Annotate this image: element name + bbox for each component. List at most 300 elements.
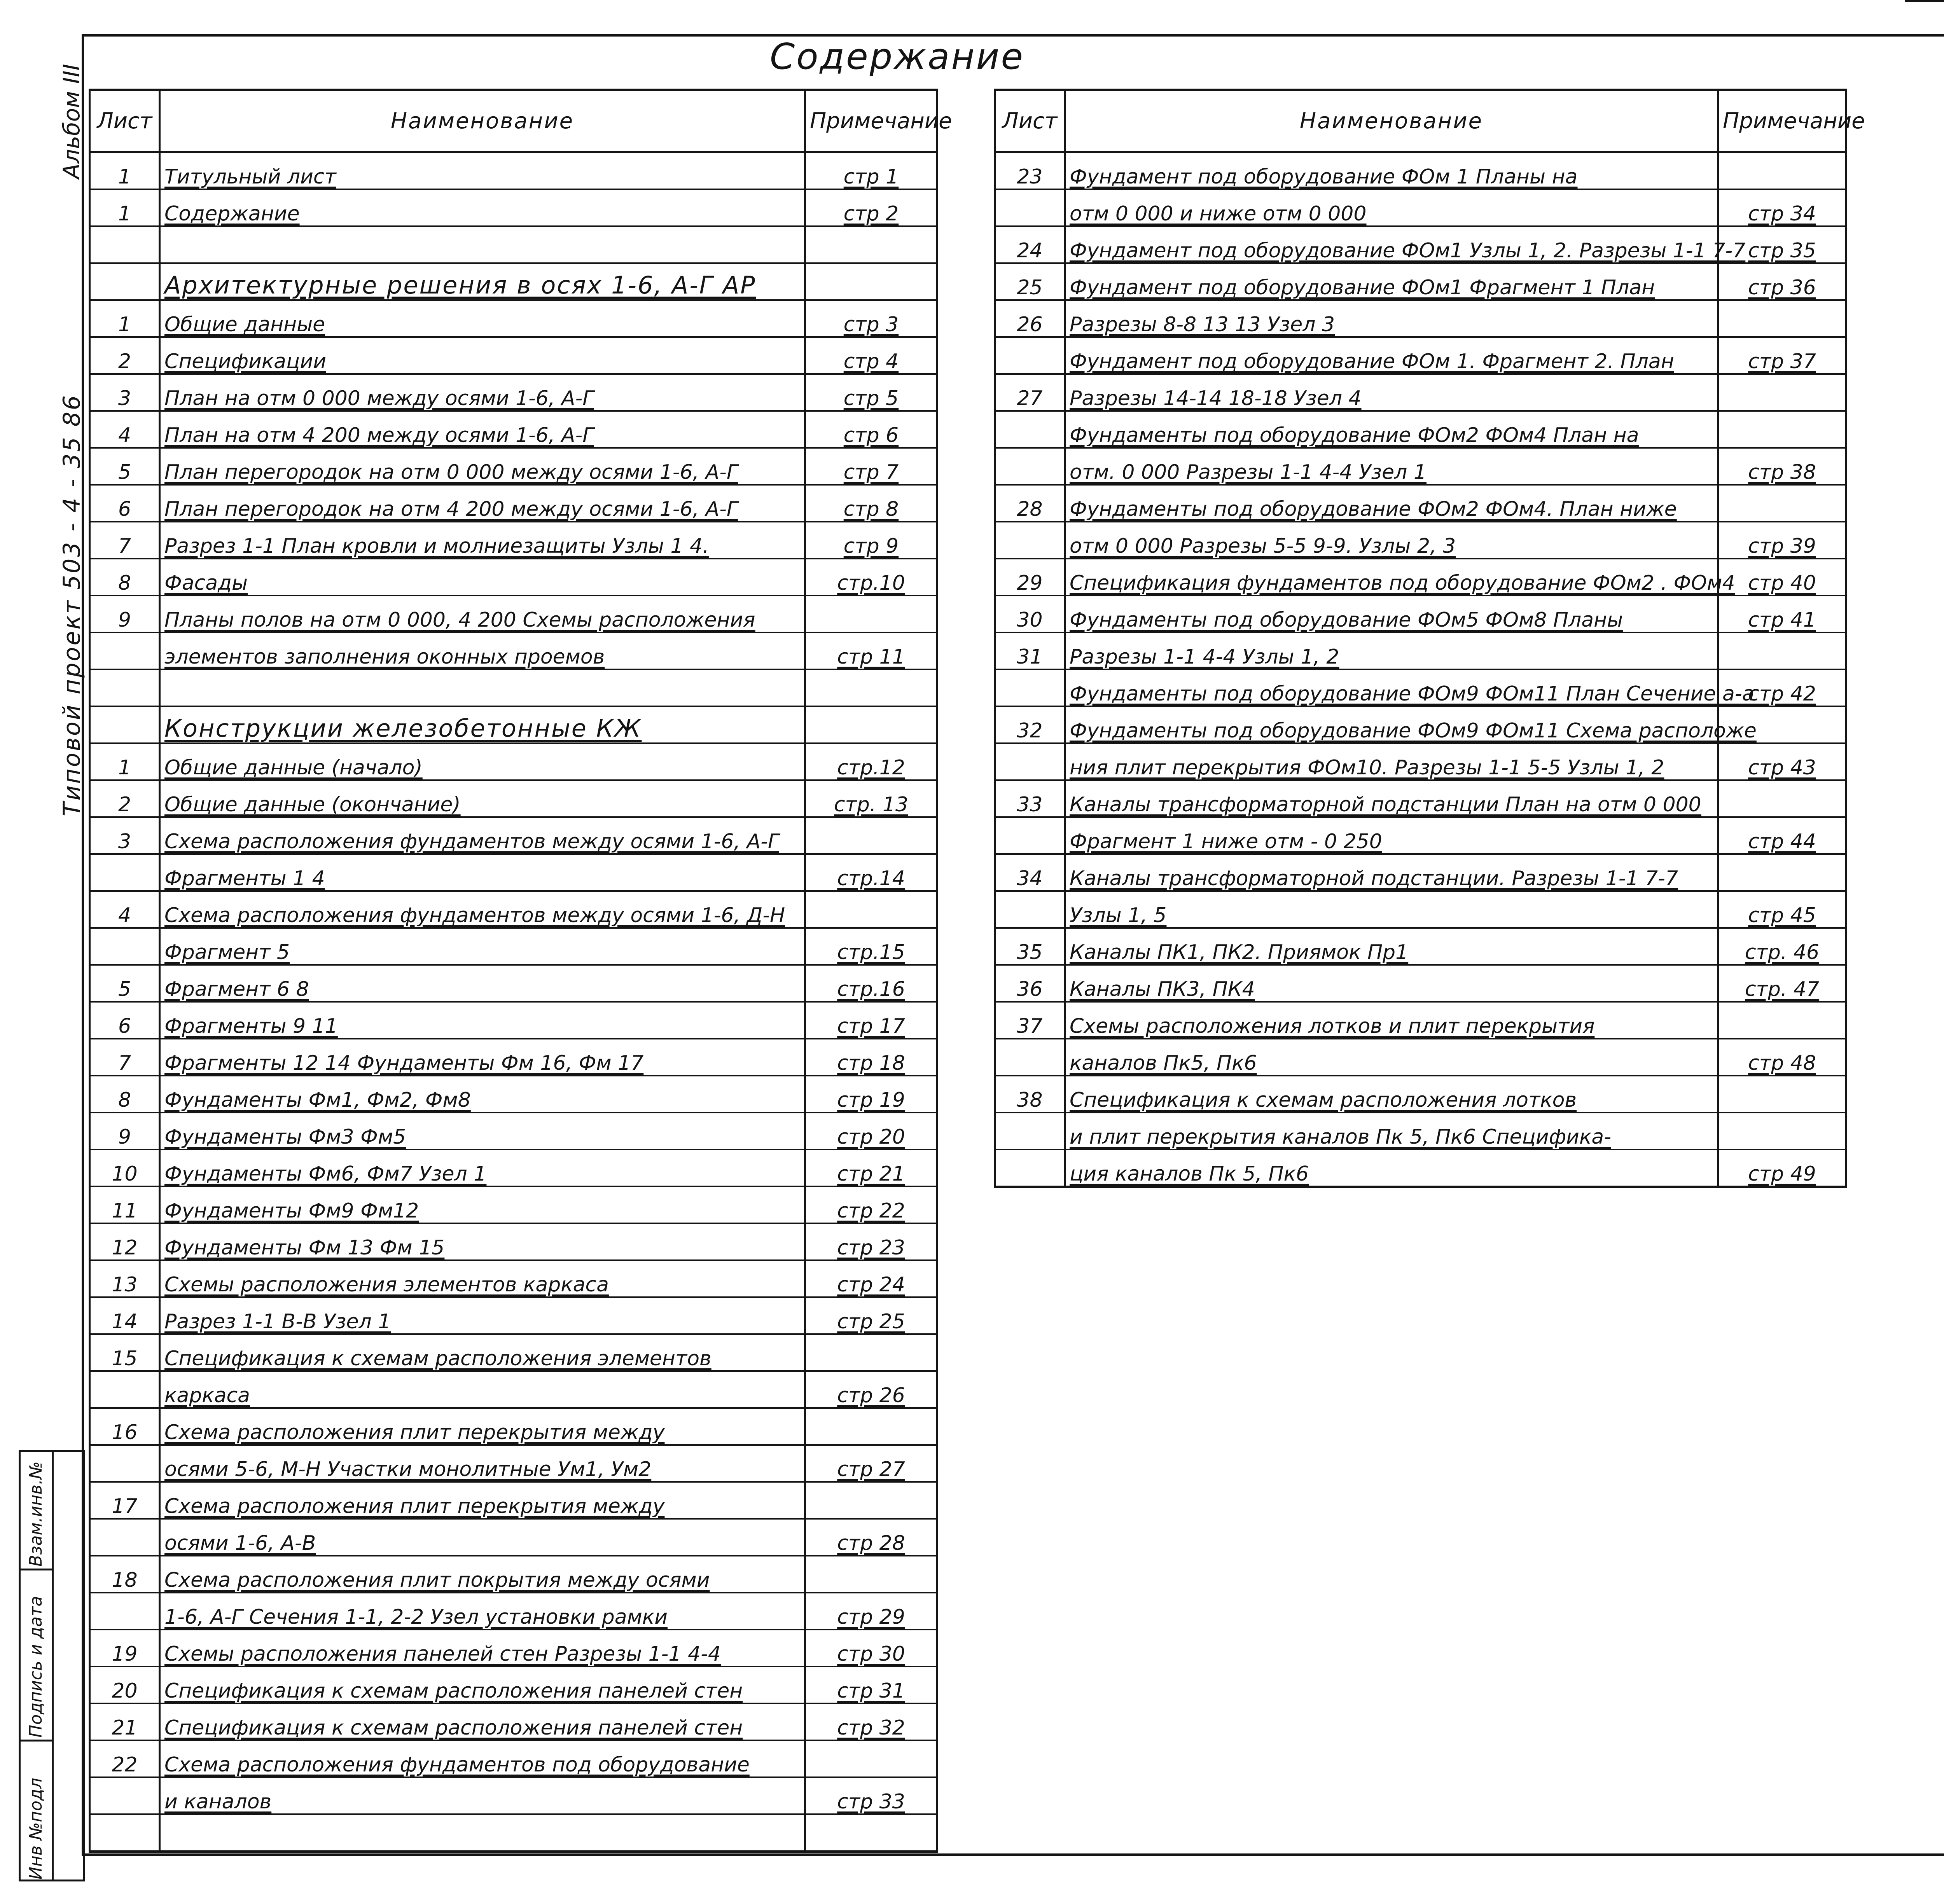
header-note: Примечание (1718, 90, 1846, 152)
contents-table-right (994, 89, 1865, 1188)
table-row (995, 522, 1846, 559)
title-cell: Архитектурные решения в осях 1-6, А-Г АР (160, 263, 805, 300)
table-row (995, 337, 1846, 374)
title-cell: Каналы ПК3, ПК4 (1065, 965, 1718, 1002)
sheet-number-cell: 21 (90, 1703, 160, 1740)
title-cell: Разрез 1-1 План кровли и молниезащиты Узлы 1 4. (160, 522, 805, 559)
page-ref-cell: стр 43 (1718, 743, 1846, 780)
title-cell: Разрезы 14-14 18-18 Узел 4 (1065, 374, 1718, 411)
sheet-number-cell (995, 448, 1065, 485)
title-cell: Фундаменты под оборудование ФОм2 ФОм4 План на (1065, 411, 1718, 448)
title-cell: Фундамент под оборудование ФОм 1 Планы на (1065, 152, 1718, 189)
page-title: Содержание (770, 36, 1024, 77)
title-cell: Схемы расположения лотков и плит перекрытия (1065, 1002, 1718, 1039)
table-row (995, 596, 1846, 632)
page-ref-cell: стр 26 (805, 1371, 937, 1408)
table-row (90, 1593, 937, 1630)
page-ref-cell (1718, 780, 1846, 817)
title-cell: Фундаменты под оборудование ФОм2 ФОм4. План ниже (1065, 485, 1718, 522)
title-cell: 1-6, А-Г Сечения 1-1, 2-2 Узел установки рамки (160, 1593, 805, 1630)
sheet-number-cell: 4 (90, 891, 160, 928)
page-ref-cell: стр 34 (1718, 189, 1846, 226)
page-ref-cell (1718, 1076, 1846, 1113)
title-cell: План на отм 4 200 между осями 1-6, А-Г (160, 411, 805, 448)
sheet-number-cell (90, 226, 160, 263)
sheet-number-cell (995, 522, 1065, 559)
table-row (90, 1445, 937, 1482)
page-ref-cell: стр 11 (805, 632, 937, 669)
sheet-number-cell: 37 (995, 1002, 1065, 1039)
title-cell: Фундаменты Фм6, Фм7 Узел 1 (160, 1149, 805, 1186)
title-cell: Фундамент под оборудование ФОм1 Фрагмент 1 План (1065, 263, 1718, 300)
page-ref-cell (805, 226, 937, 263)
page-ref-cell: стр 23 (805, 1223, 937, 1260)
page-ref-cell: стр 22 (805, 1186, 937, 1223)
page-ref-cell (805, 1740, 937, 1777)
page-ref-cell (805, 706, 937, 743)
title-cell: Фасады (160, 559, 805, 596)
table-row (90, 1556, 937, 1593)
page-ref-cell (1718, 854, 1846, 891)
table-row (995, 411, 1846, 448)
title-cell: отм 0 000 Разрезы 5-5 9-9. Узлы 2, 3 (1065, 522, 1718, 559)
sheet-number-cell: 2 (90, 337, 160, 374)
sheet-number-cell (90, 669, 160, 706)
table-row (995, 1149, 1846, 1187)
sheet-number-cell: 34 (995, 854, 1065, 891)
table-row (90, 1149, 937, 1186)
sheet-number-cell (90, 1519, 160, 1556)
page-ref-cell: стр 9 (805, 522, 937, 559)
table-row (995, 1002, 1846, 1039)
header-name: Наименование (1065, 90, 1718, 152)
title-cell: Фрагменты 9 11 (160, 1002, 805, 1039)
title-cell: Фундамент под оборудование ФОм1 Узлы 1, 2. Разрезы 1-1 7-7 (1065, 226, 1718, 263)
header-sheet: Лист (90, 90, 160, 152)
title-cell: Каналы трансформаторной подстанции. Разрезы 1-1 7-7 (1065, 854, 1718, 891)
table-row (90, 1519, 937, 1556)
sheet-number-cell: 5 (90, 448, 160, 485)
table-row (995, 706, 1846, 743)
table-row (90, 1260, 937, 1297)
page-ref-cell: стр 42 (1718, 669, 1846, 706)
sheet-number-cell: 16 (90, 1408, 160, 1445)
table-row (90, 1666, 937, 1703)
title-cell: ция каналов Пк 5, Пк6 (1065, 1149, 1718, 1187)
table-row (995, 448, 1846, 485)
title-cell: План на отм 0 000 между осями 1-6, А-Г (160, 374, 805, 411)
sheet-number-cell: 26 (995, 300, 1065, 337)
sheet-number-cell (90, 1593, 160, 1630)
table-row (90, 632, 937, 669)
stamp-vzam-label: Взам.инв.№ (26, 1461, 46, 1567)
title-cell: Фундамент под оборудование ФОм 1. Фрагмент 2. План (1065, 337, 1718, 374)
page-ref-cell: стр 39 (1718, 522, 1846, 559)
page-ref-cell (1718, 411, 1846, 448)
sheet-number-cell: 24 (995, 226, 1065, 263)
table-row (995, 559, 1846, 596)
table-row (90, 448, 937, 485)
title-cell: Каналы трансформаторной подстанции План на отм 0 000 (1065, 780, 1718, 817)
title-cell: Фундаменты под оборудование ФОм9 ФОм11 План Сечение а-а (1065, 669, 1718, 706)
title-cell: Фундаменты Фм3 Фм5 (160, 1113, 805, 1149)
page-ref-cell: стр 40 (1718, 559, 1846, 596)
title-cell: Спецификация фундаментов под оборудование ФОм2 . ФОм4 (1065, 559, 1718, 596)
table-row (90, 411, 937, 448)
title-cell: Спецификация к схемам расположения панелей стен (160, 1703, 805, 1740)
sheet-number-cell (90, 632, 160, 669)
table-row (995, 1113, 1846, 1149)
table-row (995, 669, 1846, 706)
table-row (90, 337, 937, 374)
page-ref-cell (805, 891, 937, 928)
title-cell: Фрагмент 5 (160, 928, 805, 965)
stamp-sign-label: Подпись и дата (26, 1596, 46, 1738)
page-ref-cell (805, 1814, 937, 1852)
table-row (995, 743, 1846, 780)
table-header-row (995, 90, 1846, 152)
page-ref-cell (805, 263, 937, 300)
page-ref-cell (1718, 632, 1846, 669)
table-row (90, 1186, 937, 1223)
table-row (90, 743, 937, 780)
table-row (995, 485, 1846, 522)
header-sheet: Лист (995, 90, 1065, 152)
title-cell: Фрагмент 6 8 (160, 965, 805, 1002)
page-ref-cell (805, 669, 937, 706)
table-row (90, 1814, 937, 1852)
sheet-number-cell: 6 (90, 485, 160, 522)
sheet-number-cell: 1 (90, 300, 160, 337)
title-cell: Спецификация к схемам расположения элементов (160, 1334, 805, 1371)
sheet-number-cell: 35 (995, 928, 1065, 965)
page-ref-cell: стр 37 (1718, 337, 1846, 374)
table-row (90, 1039, 937, 1076)
page-ref-cell: стр 8 (805, 485, 937, 522)
title-cell: Фрагменты 12 14 Фундаменты Фм 16, Фм 17 (160, 1039, 805, 1076)
page-ref-cell: стр 5 (805, 374, 937, 411)
sheet-number-cell: 1 (90, 152, 160, 189)
title-cell: Схемы расположения элементов каркаса (160, 1260, 805, 1297)
page-ref-cell: стр 2 (805, 189, 937, 226)
sheet-number-cell: 15 (90, 1334, 160, 1371)
table-header-row (90, 90, 937, 152)
table-row (995, 300, 1846, 337)
sheet-number-cell: 17 (90, 1482, 160, 1519)
title-cell: Схема расположения фундаментов под оборудование (160, 1740, 805, 1777)
table-row (90, 189, 937, 226)
table-row (90, 1408, 937, 1445)
sheet-number-cell: 2 (90, 780, 160, 817)
page-ref-cell (805, 1334, 937, 1371)
page-ref-cell: стр.12 (805, 743, 937, 780)
sheet-number-cell: 12 (90, 1223, 160, 1260)
page-ref-cell (805, 1556, 937, 1593)
title-cell: Планы полов на отм 0 000, 4 200 Схемы расположения (160, 596, 805, 632)
sheet-number-cell: 9 (90, 596, 160, 632)
page-ref-cell: стр 49 (1718, 1149, 1846, 1187)
sheet-number-cell: 14 (90, 1297, 160, 1334)
title-cell: Схема расположения фундаментов между осями 1-6, Д-Н (160, 891, 805, 928)
page-ref-cell: стр 35 (1718, 226, 1846, 263)
section-row (90, 706, 937, 743)
title-cell: элементов заполнения оконных проемов (160, 632, 805, 669)
table-row (995, 263, 1846, 300)
sheet-number-cell: 28 (995, 485, 1065, 522)
title-cell: Спецификация к схемам расположения лотков (1065, 1076, 1718, 1113)
title-cell: Разрезы 1-1 4-4 Узлы 1, 2 (1065, 632, 1718, 669)
table-row (90, 300, 937, 337)
sheet-number-cell (995, 817, 1065, 854)
title-cell (160, 1814, 805, 1852)
project-label: Типовой проект 503 - 4 - 35 86 (58, 394, 86, 816)
title-cell: Узлы 1, 5 (1065, 891, 1718, 928)
contents-body-left (90, 152, 937, 1852)
table-row (90, 374, 937, 411)
table-row (995, 817, 1846, 854)
sheet-number-cell: 27 (995, 374, 1065, 411)
page-ref-cell (805, 1482, 937, 1519)
table-row (90, 780, 937, 817)
sheet-number-cell (90, 854, 160, 891)
page-ref-cell: стр 3 (805, 300, 937, 337)
title-cell: отм. 0 000 Разрезы 1-1 4-4 Узел 1 (1065, 448, 1718, 485)
table-row (995, 928, 1846, 965)
page-ref-cell: стр 44 (1718, 817, 1846, 854)
title-cell: Спецификации (160, 337, 805, 374)
sheet-number-cell (995, 337, 1065, 374)
title-cell: каналов Пк5, Пк6 (1065, 1039, 1718, 1076)
table-row (90, 1703, 937, 1740)
title-cell: Фрагмент 1 ниже отм - 0 250 (1065, 817, 1718, 854)
table-row (90, 817, 937, 854)
sheet-number-cell: 11 (90, 1186, 160, 1223)
table-row (90, 1482, 937, 1519)
page-ref-cell (1718, 485, 1846, 522)
title-cell: Разрезы 8-8 13 13 Узел 3 (1065, 300, 1718, 337)
sheet-number-cell: 7 (90, 1039, 160, 1076)
page-ref-cell: стр. 46 (1718, 928, 1846, 965)
table-row (90, 1002, 937, 1039)
stamp-cell-line (21, 1740, 52, 1742)
sheet-number-cell: 32 (995, 706, 1065, 743)
page-ref-cell: стр.15 (805, 928, 937, 965)
sheet-number-cell: 4 (90, 411, 160, 448)
sheet-number-cell (995, 891, 1065, 928)
page-ref-cell: стр 32 (805, 1703, 937, 1740)
page-ref-cell: стр 21 (805, 1149, 937, 1186)
page-ref-cell: стр 19 (805, 1076, 937, 1113)
title-cell: ния плит перекрытия ФОм10. Разрезы 1-1 5-5 Узлы 1, 2 (1065, 743, 1718, 780)
title-cell: Общие данные (160, 300, 805, 337)
sheet-number-cell (995, 669, 1065, 706)
top-border-line (1905, 0, 1944, 2)
title-cell: Конструкции железобетонные КЖ (160, 706, 805, 743)
table-row (995, 854, 1846, 891)
sheet-number-cell (995, 411, 1065, 448)
title-cell: Фундаменты Фм9 Фм12 (160, 1186, 805, 1223)
page-ref-cell: стр 1 (805, 152, 937, 189)
page-ref-cell: стр 31 (805, 1666, 937, 1703)
sheet-number-cell: 25 (995, 263, 1065, 300)
table-row (90, 559, 937, 596)
title-cell: Фундаменты Фм 13 Фм 15 (160, 1223, 805, 1260)
stamp-cell-line (21, 1569, 52, 1570)
title-cell: Фрагменты 1 4 (160, 854, 805, 891)
sheet-number-cell: 3 (90, 374, 160, 411)
page-ref-cell: стр 25 (805, 1297, 937, 1334)
page-ref-cell (1718, 300, 1846, 337)
contents-table-left (89, 89, 952, 1853)
table-row (995, 374, 1846, 411)
table-row (995, 965, 1846, 1002)
sheet-number-cell (995, 1039, 1065, 1076)
table-row (90, 891, 937, 928)
approval-stamp (19, 1450, 85, 1881)
sheet-number-cell: 30 (995, 596, 1065, 632)
sheet-number-cell: 1 (90, 189, 160, 226)
title-cell: Общие данные (окончание) (160, 780, 805, 817)
title-cell: Фундаменты Фм1, Фм2, Фм8 (160, 1076, 805, 1113)
page-ref-cell: стр 28 (805, 1519, 937, 1556)
section-row (90, 263, 937, 300)
table-row (90, 1297, 937, 1334)
table-row (90, 1740, 937, 1777)
title-cell: Схема расположения плит перекрытия между (160, 1482, 805, 1519)
sheet-number-cell (90, 263, 160, 300)
sheet-number-cell: 23 (995, 152, 1065, 189)
page-ref-cell (1718, 1113, 1846, 1149)
sheet-number-cell (995, 743, 1065, 780)
sheet-number-cell: 13 (90, 1260, 160, 1297)
title-cell: План перегородок на отм 0 000 между осями 1-6, А-Г (160, 448, 805, 485)
title-cell: осями 1-6, А-В (160, 1519, 805, 1556)
table-row (90, 152, 937, 189)
title-cell: Каналы ПК1, ПК2. Приямок Пр1 (1065, 928, 1718, 965)
title-cell: Схема расположения плит перекрытия между (160, 1408, 805, 1445)
sheet-number-cell: 36 (995, 965, 1065, 1002)
sheet-number-cell: 6 (90, 1002, 160, 1039)
table-row (995, 189, 1846, 226)
title-cell: и плит перекрытия каналов Пк 5, Пк6 Спецификa- (1065, 1113, 1718, 1149)
title-cell: Схемы расположения панелей стен Разрезы 1-1 4-4 (160, 1630, 805, 1666)
table-row (995, 632, 1846, 669)
title-cell: Титульный лист (160, 152, 805, 189)
header-name: Наименование (160, 90, 805, 152)
table-row (90, 854, 937, 891)
table-row (90, 1334, 937, 1371)
title-cell: Общие данные (начало) (160, 743, 805, 780)
title-cell (160, 669, 805, 706)
page-ref-cell: стр 30 (805, 1630, 937, 1666)
table-row (995, 1039, 1846, 1076)
page-ref-cell (1718, 1002, 1846, 1039)
contents-body-right (995, 152, 1846, 1187)
table-row (995, 1076, 1846, 1113)
title-cell: Содержание (160, 189, 805, 226)
title-cell: Схема расположения фундаментов между осями 1-6, А-Г (160, 817, 805, 854)
table-row (995, 226, 1846, 263)
title-cell: Фундаменты под оборудование ФОм9 ФОм11 Схема расположе (1065, 706, 1718, 743)
stamp-inv-label: Инв №подл (26, 1778, 46, 1880)
sheet-number-cell: 1 (90, 743, 160, 780)
title-cell: каркаса (160, 1371, 805, 1408)
sheet-number-cell (90, 706, 160, 743)
table-row (90, 596, 937, 632)
header-note: Примечание (805, 90, 937, 152)
title-cell: Разрез 1-1 В-В Узел 1 (160, 1297, 805, 1334)
page-ref-cell (1718, 374, 1846, 411)
table-row (90, 522, 937, 559)
sheet-number-cell (90, 1814, 160, 1852)
page-ref-cell: стр 4 (805, 337, 937, 374)
sheet-number-cell: 31 (995, 632, 1065, 669)
table-row (90, 928, 937, 965)
sheet-number-cell (90, 1445, 160, 1482)
page-ref-cell (805, 1408, 937, 1445)
sheet-number-cell: 19 (90, 1630, 160, 1666)
page-ref-cell: стр.14 (805, 854, 937, 891)
page-ref-cell (805, 817, 937, 854)
page-ref-cell: стр 6 (805, 411, 937, 448)
sheet-number-cell: 8 (90, 1076, 160, 1113)
page-ref-cell: стр 17 (805, 1002, 937, 1039)
sheet-number-cell (90, 1371, 160, 1408)
sheet-number-cell: 20 (90, 1666, 160, 1703)
table-row (90, 1630, 937, 1666)
page-ref-cell: стр. 13 (805, 780, 937, 817)
sheet-number-cell: 33 (995, 780, 1065, 817)
page-ref-cell: стр 29 (805, 1593, 937, 1630)
title-cell: Спецификация к схемам расположения панелей стен (160, 1666, 805, 1703)
page-ref-cell: стр 18 (805, 1039, 937, 1076)
page-ref-cell: стр.16 (805, 965, 937, 1002)
sheet-number-cell (995, 1149, 1065, 1187)
table-row (90, 485, 937, 522)
table-row (90, 1371, 937, 1408)
album-label: Альбом III (58, 64, 85, 179)
page-ref-cell: стр 27 (805, 1445, 937, 1482)
page-ref-cell: стр 41 (1718, 596, 1846, 632)
title-cell: Фундаменты под оборудование ФОм5 ФОм8 Планы (1065, 596, 1718, 632)
table-row (995, 891, 1846, 928)
title-cell: План перегородок на отм 4 200 между осями 1-6, А-Г (160, 485, 805, 522)
sheet-number-cell: 9 (90, 1113, 160, 1149)
sheet-number-cell: 18 (90, 1556, 160, 1593)
sheet-number-cell: 22 (90, 1740, 160, 1777)
table-row (90, 1113, 937, 1149)
sheet-number-cell (995, 189, 1065, 226)
table-row (90, 226, 937, 263)
table-row (995, 152, 1846, 189)
stamp-divider (52, 1452, 54, 1880)
sheet-number-cell: 5 (90, 965, 160, 1002)
page-ref-cell: стр 36 (1718, 263, 1846, 300)
sheet-number-cell: 3 (90, 817, 160, 854)
title-cell (160, 226, 805, 263)
page-ref-cell: стр 24 (805, 1260, 937, 1297)
sheet-number-cell: 7 (90, 522, 160, 559)
title-cell: Схема расположения плит покрытия между осями (160, 1556, 805, 1593)
table-row (90, 965, 937, 1002)
sheet-number-cell (90, 1777, 160, 1814)
sheet-number-cell: 8 (90, 559, 160, 596)
page-ref-cell: стр 7 (805, 448, 937, 485)
sheet-number-cell: 10 (90, 1149, 160, 1186)
page-ref-cell: стр. 47 (1718, 965, 1846, 1002)
sheet-number-cell: 38 (995, 1076, 1065, 1113)
table-row (995, 780, 1846, 817)
